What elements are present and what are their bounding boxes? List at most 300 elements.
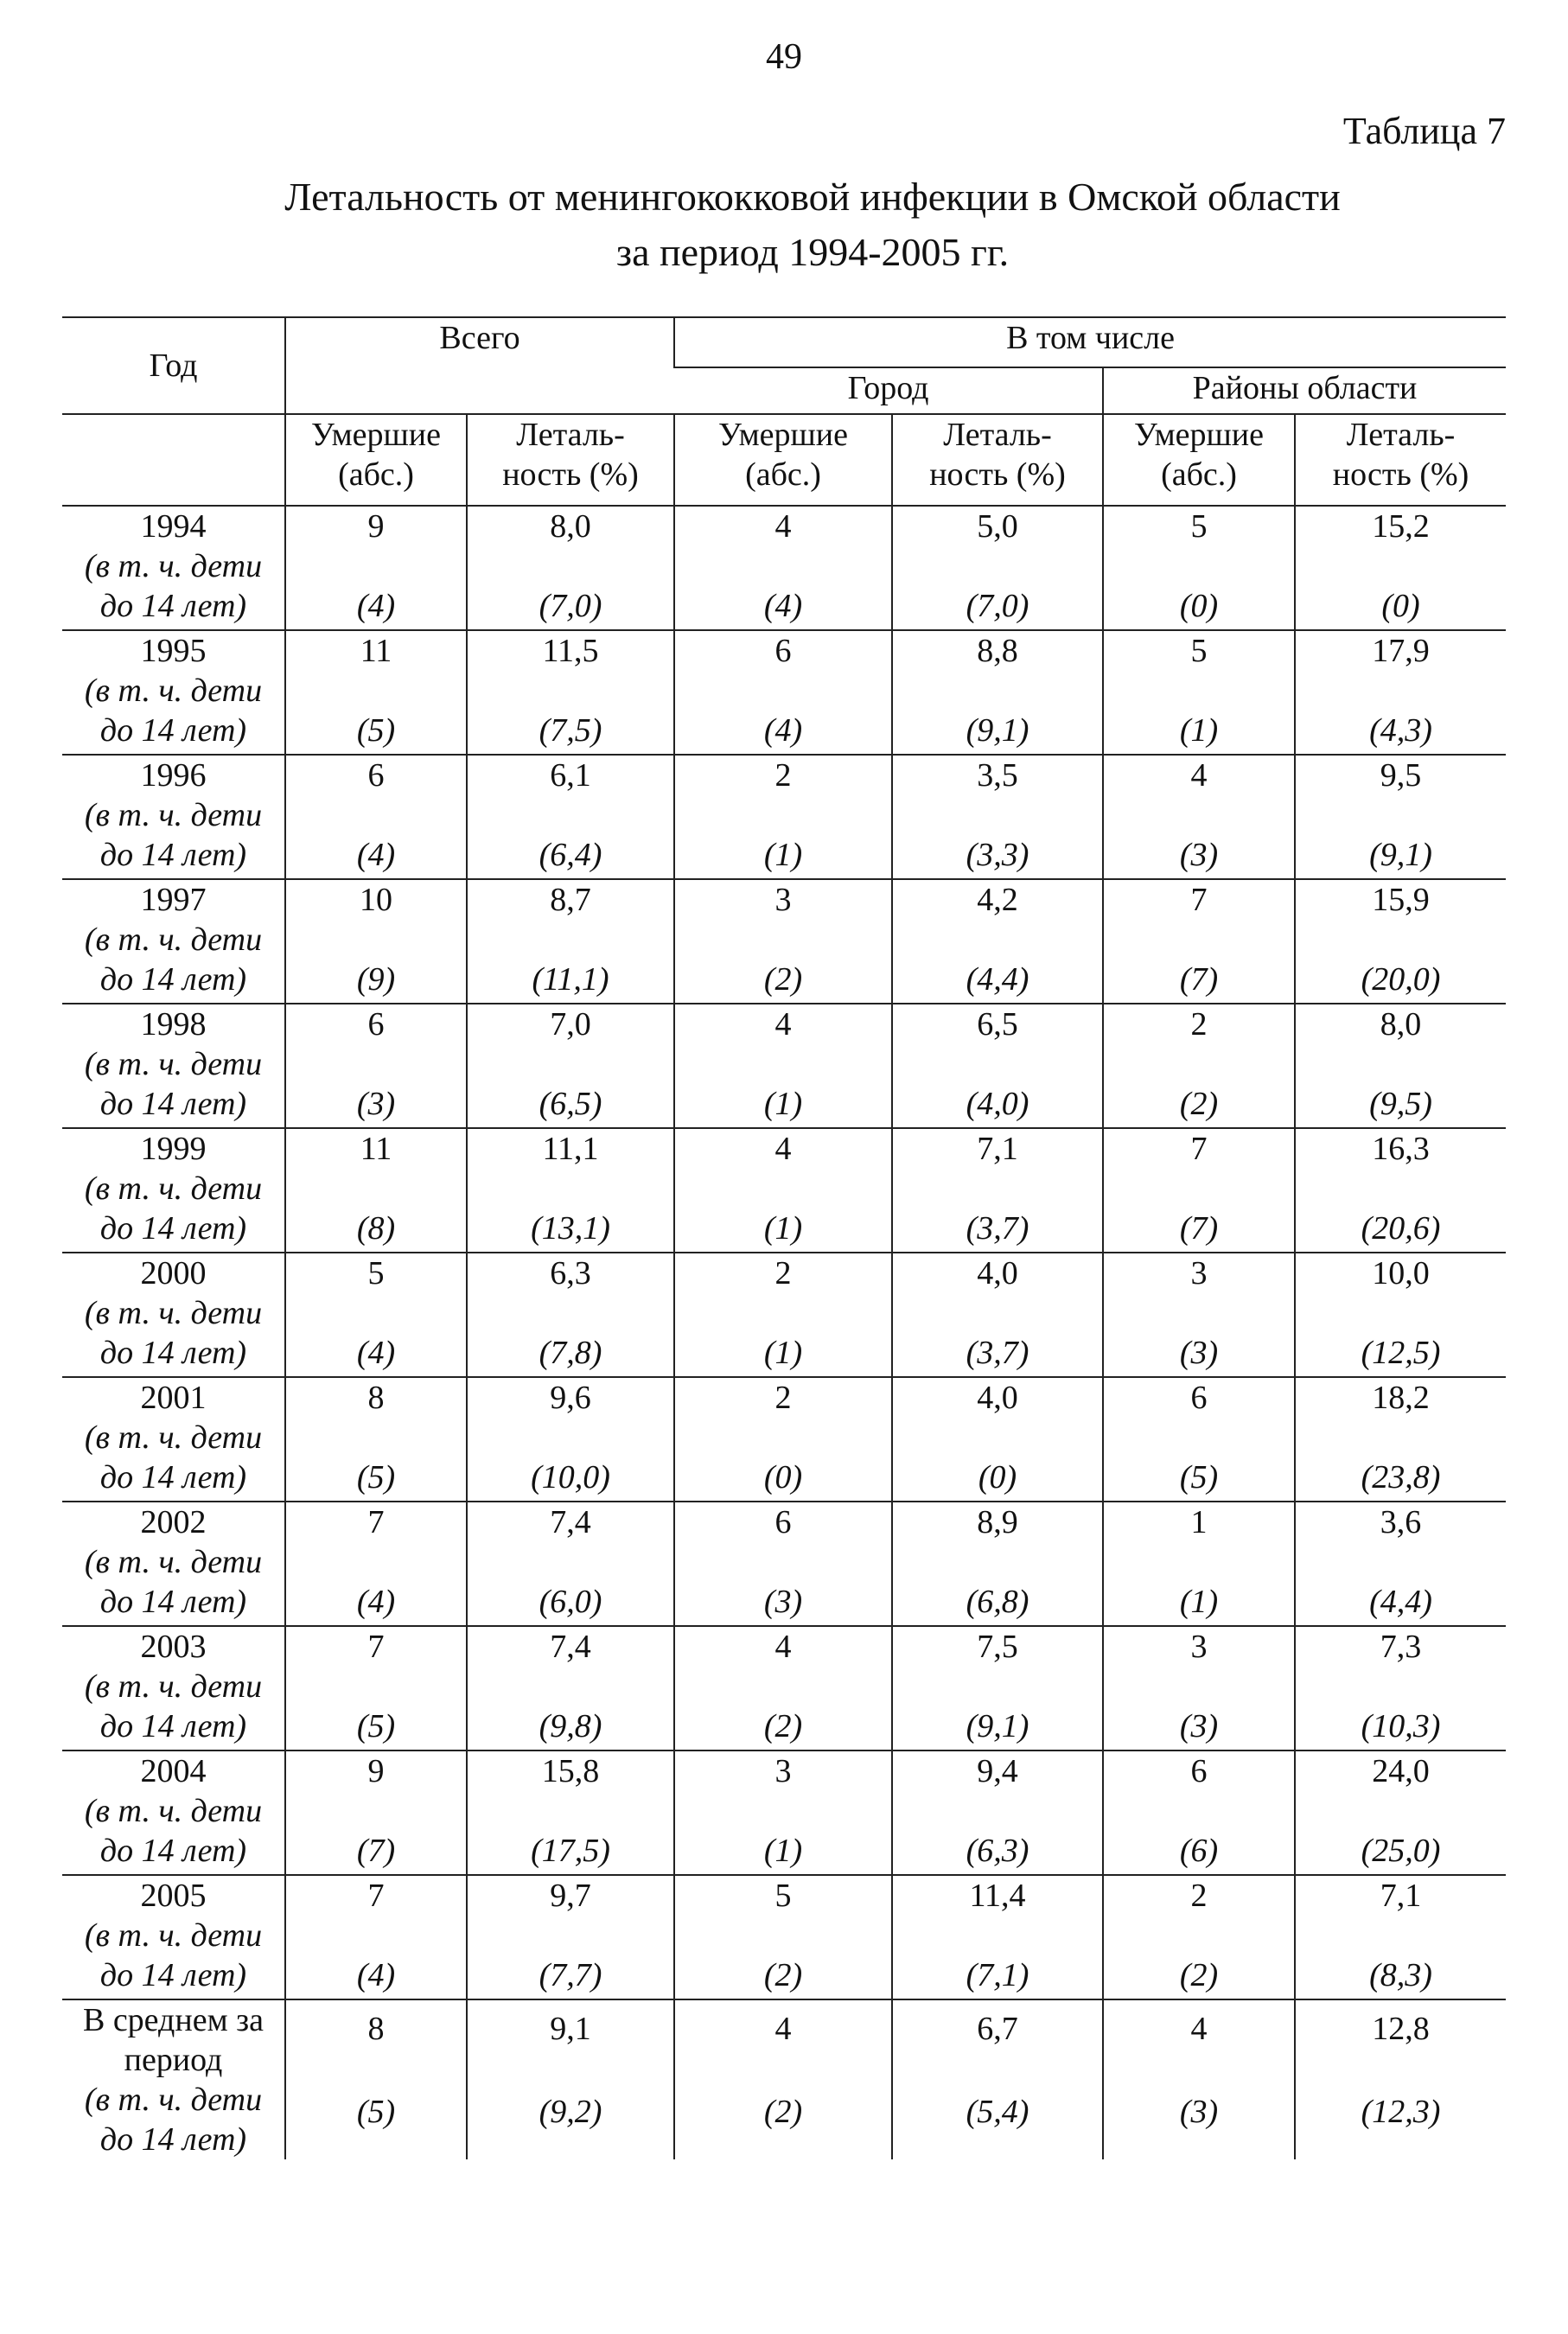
total-dead-children-value: (4) [356, 1584, 396, 1620]
districts-lethality-value: 15,9 [1372, 882, 1430, 918]
city-lethality-cell [892, 755, 1103, 879]
city-dead-children-value: (1) [763, 837, 803, 873]
average-total-lethality-children-value: (9,2) [539, 2094, 602, 2130]
total-lethality-children-value: (7,0) [539, 588, 602, 624]
city-lethality-children-value: (3,7) [966, 1210, 1029, 1247]
children-note: (в т. ч. дети [84, 1295, 263, 1331]
header-city-dead: Умершие (абс.) [674, 414, 892, 506]
total-dead-children-value: (7) [356, 1833, 396, 1869]
year-cell [62, 630, 285, 755]
districts-dead-value: 2 [1190, 1878, 1208, 1914]
districts-dead-cell [1103, 630, 1295, 755]
average-city-dead-value: 4 [774, 2011, 792, 2047]
year-value: 2003 [140, 1629, 207, 1665]
total-dead-cell [285, 630, 467, 755]
city-lethality-cell [892, 1750, 1103, 1875]
districts-dead-children-value: (7) [1179, 961, 1219, 998]
total-lethality-value: 7,4 [550, 1629, 591, 1665]
districts-dead-value: 6 [1190, 1753, 1208, 1789]
districts-dead-value: 4 [1190, 757, 1208, 794]
districts-dead-value: 3 [1190, 1629, 1208, 1665]
city-lethality-cell [892, 506, 1103, 630]
city-lethality-value: 11,4 [969, 1878, 1026, 1914]
page-number: 49 [766, 37, 802, 77]
total-lethality-children-value: (9,8) [539, 1708, 602, 1744]
districts-lethality-children-value: (4,3) [1369, 712, 1432, 749]
districts-dead-value: 5 [1190, 633, 1208, 669]
total-lethality-cell [467, 1128, 674, 1253]
total-lethality-cell [467, 1750, 674, 1875]
header-city: Город [674, 367, 1103, 414]
year-value: 1997 [140, 882, 207, 918]
table-row [62, 1626, 1506, 1750]
total-dead-value: 11 [360, 633, 392, 669]
children-note: до 14 лет) [99, 1086, 247, 1122]
city-lethality-cell [892, 1626, 1103, 1750]
year-cell [62, 1875, 285, 1999]
year-value: 2001 [140, 1380, 207, 1416]
districts-lethality-cell [1295, 879, 1506, 1004]
header-total-lethality: Леталь- ность (%) [467, 414, 674, 506]
header-city-lethality: Леталь- ность (%) [892, 414, 1103, 506]
year-cell [62, 1377, 285, 1502]
year-cell [62, 1750, 285, 1875]
total-lethality-value: 11,1 [542, 1131, 599, 1167]
average-total-lethality-cell [467, 1999, 674, 2159]
districts-dead-cell [1103, 506, 1295, 630]
city-dead-cell [674, 1502, 892, 1626]
table-row [62, 630, 1506, 755]
total-lethality-cell [467, 879, 674, 1004]
city-lethality-cell [892, 1004, 1103, 1128]
total-dead-cell [285, 1626, 467, 1750]
total-lethality-value: 9,6 [550, 1380, 591, 1416]
total-lethality-cell [467, 1377, 674, 1502]
average-city-dead-cell [674, 1999, 892, 2159]
table-row [62, 1004, 1506, 1128]
total-lethality-cell [467, 755, 674, 879]
total-dead-value: 6 [367, 757, 385, 794]
districts-lethality-children-value: (4,4) [1369, 1584, 1432, 1620]
city-dead-children-value: (4) [763, 712, 803, 749]
total-dead-cell [285, 1128, 467, 1253]
city-lethality-cell [892, 1253, 1103, 1377]
year-cell [62, 1253, 285, 1377]
districts-lethality-value: 7,1 [1380, 1878, 1422, 1914]
city-lethality-children-value: (7,0) [966, 588, 1029, 624]
districts-dead-children-value: (7) [1179, 1210, 1219, 1247]
table-row [62, 1377, 1506, 1502]
districts-lethality-cell [1295, 630, 1506, 755]
year-value: 1998 [140, 1006, 207, 1043]
children-note: (в т. ч. дети [84, 1793, 263, 1829]
average-label-cell [62, 1999, 285, 2159]
average-city-lethality-children-value: (5,4) [966, 2094, 1029, 2130]
total-lethality-children-value: (7,5) [539, 712, 602, 749]
children-note: (в т. ч. дети [84, 673, 263, 709]
districts-dead-children-value: (0) [1179, 588, 1219, 624]
average-total-dead-children-value: (5) [356, 2094, 396, 2130]
city-dead-value: 6 [774, 1504, 792, 1540]
total-dead-cell [285, 1750, 467, 1875]
districts-lethality-value: 3,6 [1380, 1504, 1422, 1540]
districts-lethality-children-value: (23,8) [1361, 1459, 1441, 1495]
districts-dead-value: 3 [1190, 1255, 1208, 1291]
city-dead-cell [674, 1750, 892, 1875]
city-dead-value: 6 [774, 633, 792, 669]
table-title-line-1: Летальность от менингококковой инфекции в Омской области [284, 175, 1341, 219]
header-total: Всего [285, 317, 674, 414]
total-dead-value: 8 [367, 1380, 385, 1416]
total-dead-value: 7 [367, 1878, 385, 1914]
city-dead-cell [674, 1875, 892, 1999]
districts-lethality-value: 10,0 [1372, 1255, 1430, 1291]
total-lethality-cell [467, 1253, 674, 1377]
districts-lethality-value: 18,2 [1372, 1380, 1430, 1416]
total-lethality-cell [467, 1626, 674, 1750]
average-label: В среднем за [82, 2002, 265, 2038]
districts-lethality-children-value: (20,0) [1361, 961, 1441, 998]
total-lethality-children-value: (7,8) [539, 1335, 602, 1371]
children-note: (в т. ч. дети [84, 1544, 263, 1580]
year-cell [62, 1004, 285, 1128]
districts-lethality-cell [1295, 1875, 1506, 1999]
city-dead-children-value: (1) [763, 1335, 803, 1371]
districts-dead-value: 5 [1190, 508, 1208, 545]
city-dead-cell [674, 1377, 892, 1502]
total-lethality-value: 11,5 [542, 633, 599, 669]
total-dead-children-value: (4) [356, 837, 396, 873]
city-lethality-children-value: (6,3) [966, 1833, 1029, 1869]
districts-lethality-cell [1295, 1502, 1506, 1626]
total-dead-children-value: (5) [356, 1708, 396, 1744]
year-value: 1999 [140, 1131, 207, 1167]
city-dead-value: 2 [774, 1255, 792, 1291]
city-lethality-children-value: (7,1) [966, 1957, 1029, 1993]
districts-dead-cell [1103, 1004, 1295, 1128]
city-lethality-value: 7,1 [977, 1131, 1018, 1167]
city-dead-value: 5 [774, 1878, 792, 1914]
total-lethality-value: 6,3 [550, 1255, 591, 1291]
average-districts-dead-children-value: (3) [1179, 2094, 1219, 2130]
table-row [62, 755, 1506, 879]
city-dead-children-value: (1) [763, 1086, 803, 1122]
districts-lethality-value: 9,5 [1380, 757, 1422, 794]
year-cell [62, 506, 285, 630]
children-note: до 14 лет) [99, 712, 247, 749]
children-note: до 14 лет) [99, 588, 247, 624]
districts-lethality-children-value: (25,0) [1361, 1833, 1441, 1869]
year-cell [62, 1128, 285, 1253]
total-dead-value: 5 [367, 1255, 385, 1291]
table-title-line-2: за период 1994-2005 гг. [615, 230, 1010, 274]
children-note: до 14 лет) [99, 961, 247, 998]
city-dead-value: 3 [774, 1753, 792, 1789]
total-dead-cell [285, 1253, 467, 1377]
districts-lethality-children-value: (9,1) [1369, 837, 1432, 873]
children-note: до 14 лет) [99, 2121, 247, 2158]
districts-lethality-children-value: (20,6) [1361, 1210, 1441, 1247]
city-lethality-value: 8,9 [977, 1504, 1018, 1540]
districts-dead-cell [1103, 1750, 1295, 1875]
header-districts-lethality: Леталь- ность (%) [1295, 414, 1506, 506]
districts-lethality-value: 16,3 [1372, 1131, 1430, 1167]
average-total-lethality-value: 9,1 [550, 2011, 591, 2047]
children-note: до 14 лет) [99, 837, 247, 873]
total-dead-cell [285, 1502, 467, 1626]
year-value: 2000 [140, 1255, 207, 1291]
city-dead-cell [674, 1128, 892, 1253]
table-row [62, 1502, 1506, 1626]
districts-dead-cell [1103, 1502, 1295, 1626]
table-title [130, 169, 1495, 280]
total-dead-children-value: (3) [356, 1086, 396, 1122]
average-total-dead-cell [285, 1999, 467, 2159]
city-dead-cell [674, 1004, 892, 1128]
city-dead-value: 2 [774, 757, 792, 794]
districts-lethality-value: 15,2 [1372, 508, 1430, 545]
total-lethality-children-value: (10,0) [531, 1459, 610, 1495]
city-lethality-value: 5,0 [977, 508, 1018, 545]
header-year-spacer [62, 414, 285, 506]
city-dead-value: 4 [774, 1131, 792, 1167]
districts-dead-cell [1103, 1875, 1295, 1999]
table-body [62, 506, 1506, 2159]
city-dead-value: 4 [774, 1629, 792, 1665]
city-lethality-children-value: (6,8) [966, 1584, 1029, 1620]
table-row [62, 879, 1506, 1004]
districts-dead-children-value: (3) [1179, 1335, 1219, 1371]
children-note: до 14 лет) [99, 1210, 247, 1247]
total-dead-cell [285, 1377, 467, 1502]
districts-dead-children-value: (3) [1179, 1708, 1219, 1744]
city-lethality-cell [892, 1128, 1103, 1253]
total-lethality-value: 6,1 [550, 757, 591, 794]
districts-lethality-cell [1295, 755, 1506, 879]
city-lethality-value: 8,8 [977, 633, 1018, 669]
districts-dead-children-value: (6) [1179, 1833, 1219, 1869]
table-row [62, 1253, 1506, 1377]
children-note: (в т. ч. дети [84, 797, 263, 833]
total-dead-value: 6 [367, 1006, 385, 1043]
city-dead-value: 3 [774, 882, 792, 918]
districts-dead-children-value: (5) [1179, 1459, 1219, 1495]
table-row [62, 1750, 1506, 1875]
total-dead-cell [285, 1875, 467, 1999]
total-lethality-cell [467, 506, 674, 630]
table-label: Таблица 7 [1342, 110, 1506, 152]
average-row [62, 1999, 1506, 2159]
table-row [62, 1875, 1506, 1999]
year-value: 2002 [140, 1504, 207, 1540]
total-dead-children-value: (5) [356, 712, 396, 749]
city-dead-children-value: (3) [763, 1584, 803, 1620]
city-lethality-children-value: (4,0) [966, 1086, 1029, 1122]
year-value: 2005 [140, 1878, 207, 1914]
city-lethality-cell [892, 1377, 1103, 1502]
children-note: (в т. ч. дети [84, 1046, 263, 1082]
city-lethality-children-value: (3,7) [966, 1335, 1029, 1371]
total-lethality-value: 15,8 [541, 1753, 600, 1789]
districts-dead-cell [1103, 1253, 1295, 1377]
average-city-dead-children-value: (2) [763, 2094, 803, 2130]
year-cell [62, 1626, 285, 1750]
districts-dead-value: 6 [1190, 1380, 1208, 1416]
city-dead-cell [674, 506, 892, 630]
districts-lethality-cell [1295, 506, 1506, 630]
year-cell [62, 1502, 285, 1626]
city-dead-children-value: (0) [763, 1459, 803, 1495]
children-note: (в т. ч. дети [84, 1917, 263, 1954]
districts-lethality-children-value: (0) [1381, 588, 1420, 624]
total-dead-value: 7 [367, 1629, 385, 1665]
total-dead-value: 10 [360, 882, 392, 918]
city-lethality-value: 4,0 [977, 1380, 1018, 1416]
total-dead-value: 11 [360, 1131, 392, 1167]
districts-dead-cell [1103, 1128, 1295, 1253]
average-label: период [124, 2042, 223, 2078]
total-lethality-value: 8,0 [550, 508, 591, 545]
children-note: (в т. ч. дети [84, 1419, 263, 1456]
city-lethality-cell [892, 630, 1103, 755]
city-dead-cell [674, 755, 892, 879]
year-value: 1994 [140, 508, 207, 545]
total-lethality-children-value: (6,4) [539, 837, 602, 873]
total-dead-cell [285, 506, 467, 630]
city-dead-children-value: (1) [763, 1210, 803, 1247]
districts-lethality-children-value: (10,3) [1361, 1708, 1441, 1744]
total-lethality-children-value: (6,0) [539, 1584, 602, 1620]
children-note: (в т. ч. дети [84, 1668, 263, 1705]
total-lethality-value: 7,0 [550, 1006, 591, 1043]
average-districts-lethality-children-value: (12,3) [1361, 2094, 1441, 2130]
districts-lethality-value: 8,0 [1380, 1006, 1422, 1043]
city-dead-cell [674, 879, 892, 1004]
city-lethality-value: 7,5 [977, 1629, 1018, 1665]
year-value: 1995 [140, 633, 207, 669]
total-lethality-cell [467, 1004, 674, 1128]
total-lethality-value: 9,7 [550, 1878, 591, 1914]
lethality-table [62, 316, 1506, 2159]
districts-dead-value: 2 [1190, 1006, 1208, 1043]
city-dead-children-value: (4) [763, 588, 803, 624]
children-note: до 14 лет) [99, 1459, 247, 1495]
city-lethality-value: 9,4 [977, 1753, 1018, 1789]
children-note: (в т. ч. дети [84, 2082, 263, 2118]
children-note: (в т. ч. дети [84, 1170, 263, 1207]
table-row [62, 1128, 1506, 1253]
total-lethality-value: 8,7 [550, 882, 591, 918]
city-lethality-cell [892, 1875, 1103, 1999]
total-dead-children-value: (9) [356, 961, 396, 998]
children-note: (в т. ч. дети [84, 921, 263, 958]
city-lethality-children-value: (3,3) [966, 837, 1029, 873]
districts-dead-children-value: (1) [1179, 712, 1219, 749]
districts-lethality-cell [1295, 1377, 1506, 1502]
header-districts: Районы области [1103, 367, 1506, 414]
city-dead-cell [674, 630, 892, 755]
total-dead-children-value: (8) [356, 1210, 396, 1247]
city-dead-cell [674, 1253, 892, 1377]
city-lethality-value: 6,5 [977, 1006, 1018, 1043]
city-lethality-children-value: (4,4) [966, 961, 1029, 998]
total-dead-cell [285, 879, 467, 1004]
city-lethality-children-value: (0) [978, 1459, 1017, 1495]
total-dead-children-value: (4) [356, 1957, 396, 1993]
districts-lethality-cell [1295, 1253, 1506, 1377]
total-dead-children-value: (5) [356, 1459, 396, 1495]
total-dead-children-value: (4) [356, 588, 396, 624]
districts-dead-cell [1103, 1626, 1295, 1750]
districts-dead-value: 7 [1190, 882, 1208, 918]
city-dead-children-value: (2) [763, 961, 803, 998]
total-lethality-value: 7,4 [550, 1504, 591, 1540]
average-districts-lethality-value: 12,8 [1372, 2011, 1430, 2047]
city-lethality-value: 4,0 [977, 1255, 1018, 1291]
total-dead-cell [285, 1004, 467, 1128]
children-note: (в т. ч. дети [84, 548, 263, 584]
districts-dead-value: 7 [1190, 1131, 1208, 1167]
year-value: 2004 [140, 1753, 207, 1789]
total-lethality-children-value: (17,5) [531, 1833, 610, 1869]
city-dead-children-value: (1) [763, 1833, 803, 1869]
districts-lethality-cell [1295, 1128, 1506, 1253]
city-dead-value: 4 [774, 1006, 792, 1043]
total-lethality-cell [467, 1502, 674, 1626]
districts-dead-cell [1103, 879, 1295, 1004]
districts-dead-cell [1103, 755, 1295, 879]
city-dead-value: 4 [774, 508, 792, 545]
districts-lethality-children-value: (12,5) [1361, 1335, 1441, 1371]
header-year: Год [62, 317, 285, 414]
districts-lethality-cell [1295, 1626, 1506, 1750]
districts-lethality-children-value: (8,3) [1369, 1957, 1432, 1993]
districts-lethality-cell [1295, 1004, 1506, 1128]
total-dead-children-value: (4) [356, 1335, 396, 1371]
districts-lethality-value: 7,3 [1380, 1629, 1422, 1665]
total-lethality-children-value: (11,1) [532, 961, 609, 998]
city-dead-value: 2 [774, 1380, 792, 1416]
year-cell [62, 755, 285, 879]
children-note: до 14 лет) [99, 1584, 247, 1620]
header-districts-dead: Умершие (абс.) [1103, 414, 1295, 506]
city-dead-children-value: (2) [763, 1708, 803, 1744]
city-dead-cell [674, 1626, 892, 1750]
year-cell [62, 879, 285, 1004]
districts-lethality-value: 24,0 [1372, 1753, 1430, 1789]
table-header [62, 317, 1506, 506]
districts-lethality-cell [1295, 1750, 1506, 1875]
city-lethality-cell [892, 1502, 1103, 1626]
city-lethality-cell [892, 879, 1103, 1004]
total-lethality-children-value: (6,5) [539, 1086, 602, 1122]
average-districts-dead-value: 4 [1190, 2011, 1208, 2047]
children-note: до 14 лет) [99, 1708, 247, 1744]
header-total-dead: Умершие (абс.) [285, 414, 467, 506]
total-lethality-children-value: (13,1) [531, 1210, 610, 1247]
total-dead-value: 7 [367, 1504, 385, 1540]
children-note: до 14 лет) [99, 1833, 247, 1869]
table-row [62, 506, 1506, 630]
total-dead-value: 9 [367, 508, 385, 545]
districts-dead-value: 1 [1190, 1504, 1208, 1540]
districts-dead-children-value: (2) [1179, 1957, 1219, 1993]
city-lethality-value: 3,5 [977, 757, 1018, 794]
districts-lethality-children-value: (9,5) [1369, 1086, 1432, 1122]
city-lethality-children-value: (9,1) [966, 1708, 1029, 1744]
districts-dead-children-value: (3) [1179, 837, 1219, 873]
average-total-dead-value: 8 [367, 2011, 385, 2047]
